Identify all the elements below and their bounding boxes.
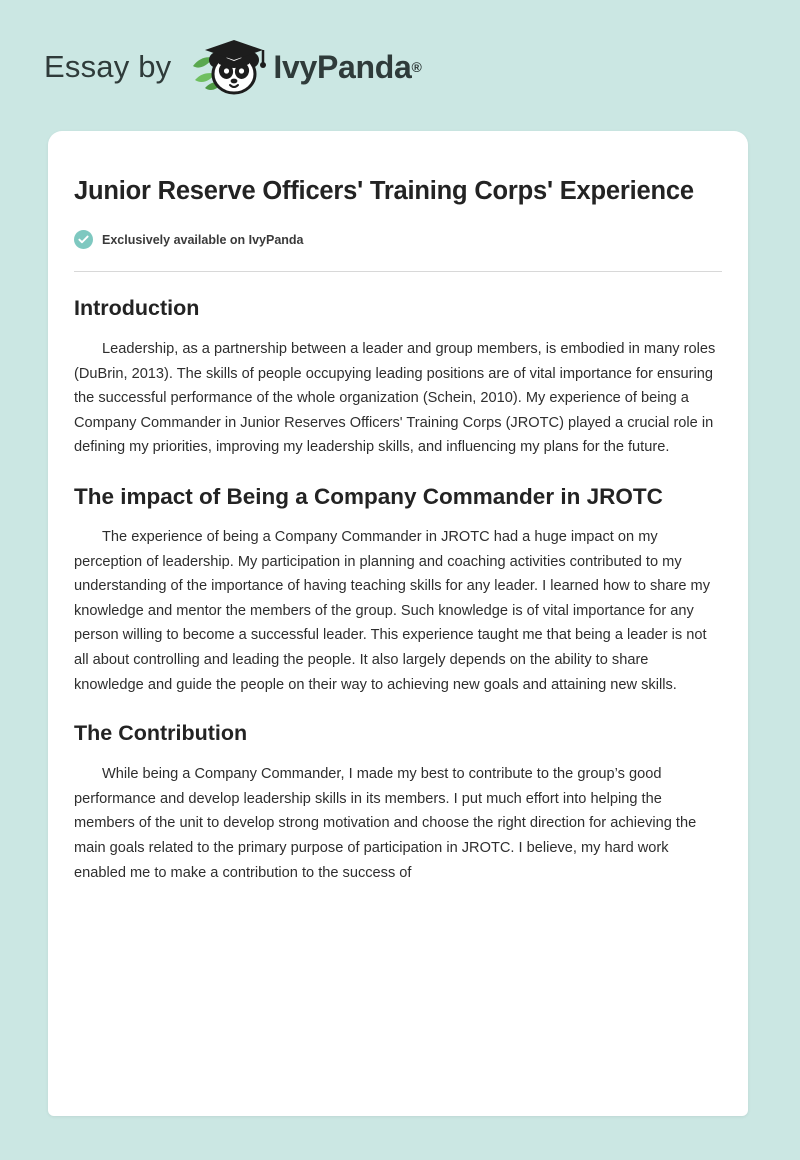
exclusive-badge-label: Exclusively available on IvyPanda bbox=[102, 232, 304, 247]
panda-graduation-cap-icon bbox=[185, 36, 271, 98]
registered-mark: ® bbox=[411, 59, 422, 75]
title-divider bbox=[74, 271, 722, 272]
essay-card bbox=[48, 131, 748, 1116]
header-prefix: Essay by bbox=[44, 49, 172, 84]
brand-name: IvyPanda bbox=[273, 48, 412, 85]
site-header bbox=[0, 0, 800, 96]
section-paragraph: While being a Company Commander, I made my best to contribute to the group’s good performance and develop leadership skills in its members. I put much effort into helping the members of the unit to develop strong motivation and choose the right direction for achieving the main goals related to the primary purpose of participation in JROTC. I believe, my hard work enabled me to make a contribution to the success of bbox=[74, 766, 697, 881]
section-heading-impact: The impact of Being a Company Commander in JROTC bbox=[74, 483, 663, 509]
section-paragraph: The experience of being a Company Commander in JROTC had a huge impact on my perception of leadership. My participation in planning and coaching activities contributed to my understanding of the importance of having teaching skills for any leader. I learned how to share my knowledge and mentor the members of the group. Such knowledge is of vital importance for any person willing to become a successful leader. This experience taught me that being a leader is not all about controlling and leading the people. It also largely depends on the ability to share knowledge and guide the people on their way to achieving new goals and attaining new skills. bbox=[74, 528, 711, 693]
page-title: Junior Reserve Officers' Training Corps' Experience bbox=[74, 177, 694, 205]
section-heading-contribution: The Contribution bbox=[74, 721, 248, 746]
section-heading-introduction: Introduction bbox=[74, 296, 200, 320]
ivypanda-logo[interactable] bbox=[185, 36, 421, 98]
section-paragraph: Leadership, as a partnership between a leader and group members, is embodied in many roles (DuBrin, 2013). The skills of people occupying leading positions are of vital importance for ensuring the successful performance of the whole organization (Schein, 2010). My experience of being a Company Commander in Junior Reserves Officers' Training Corps (JROTC) played a crucial role in defining my priorities, improving my leadership skills, and influencing my plans for the future. bbox=[74, 341, 716, 456]
check-circle-icon bbox=[74, 230, 93, 249]
exclusive-badge bbox=[74, 230, 722, 249]
